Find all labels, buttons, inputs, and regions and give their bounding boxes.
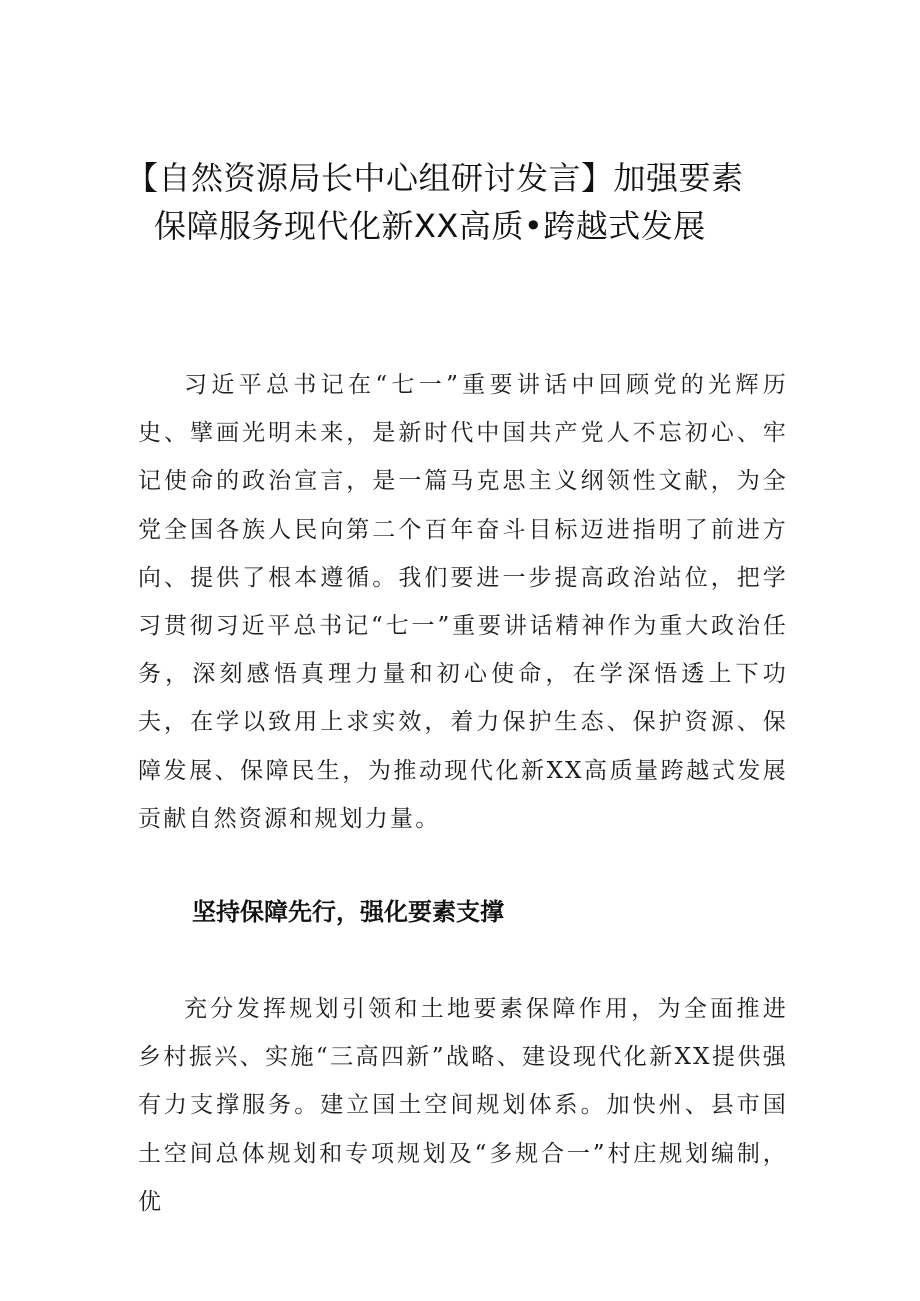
section-heading: 坚持保障先行，强化要素支撑 [192, 898, 504, 926]
document-title-line-2: 保障服务现代化新XX高质•跨越式发展 [154, 207, 706, 245]
body-paragraph-section1: 充分发挥规划引领和土地要素保障作用，为全面推进乡村振兴、实施“三高四新”战略、建设现代化新XX提供强有力支撑服务。建立国土空间规划体系。加快州、县市国土空间总体规划和专项规划及“多规合一”村庄规划编制，优 [138, 996, 788, 1215]
body-paragraph-intro: 习近平总书记在“七一”重要讲话中回顾党的光辉历史、擘画光明未来，是新时代中国共产党人不忘初心、牢记使命的政治宣言，是一篇马克思主义纲领性文献，为全党全国各族人民向第二个百年奋斗目标迈进指明了前进方向、提供了根本遵循。我们要进一步提高政治站位，把学习贯彻习近平总书记“七一”重要讲话精神作为重大政治任务，深刻感悟真理力量和初心使命，在学深悟透上下功夫，在学以致用上求实效，着力保护生态、保护资源、保障发展、保障民生，为推动现代化新XX高质量跨越式发展贡献自然资源和规划力量。 [138, 372, 788, 832]
document-title-line-1: 【自然资源局长中心组研讨发言】加强要素 [126, 159, 744, 197]
